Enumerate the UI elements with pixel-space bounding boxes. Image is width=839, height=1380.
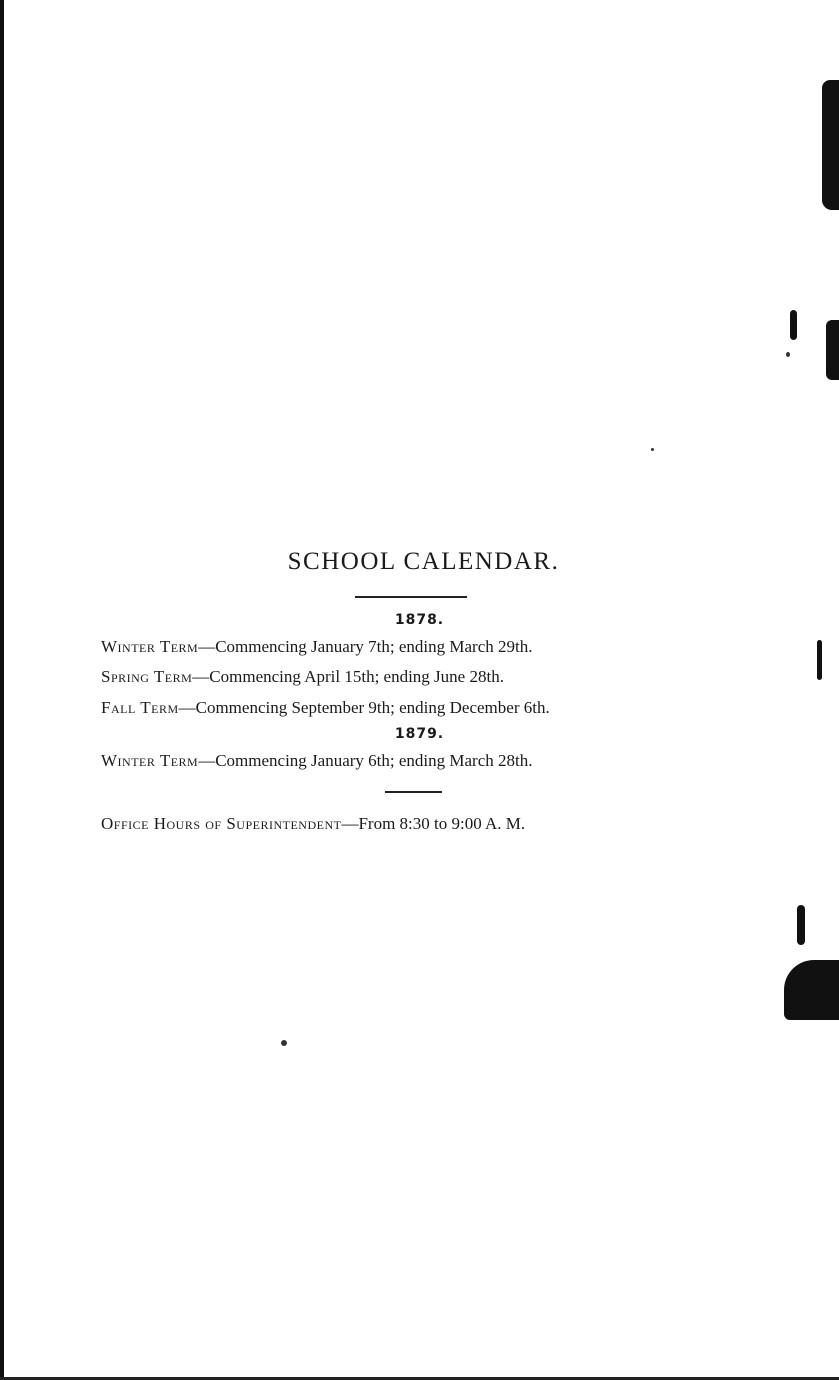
term-detail: —Commencing January 7th; ending March 29th.	[198, 637, 533, 656]
term-line-winter-1879	[101, 751, 532, 771]
term-line-winter-1878	[101, 637, 532, 657]
term-name: Spring Term	[101, 667, 193, 686]
ink-blot	[797, 905, 805, 945]
term-name: Fall Term	[101, 698, 179, 717]
office-hours-line	[101, 814, 525, 834]
page-title: SCHOOL CALENDAR.	[287, 548, 560, 575]
term-detail: —Commencing September 9th; ending December 6th.	[178, 698, 550, 717]
office-hours-divider	[385, 791, 442, 793]
ink-blot	[822, 80, 839, 210]
term-line-fall-1878	[101, 698, 550, 718]
office-hours-label: Office Hours of Superintendent	[101, 814, 342, 833]
term-line-spring-1878	[101, 667, 504, 687]
term-name: Winter Term	[101, 751, 199, 770]
office-hours-detail: —From 8:30 to 9:00 A. M.	[341, 814, 526, 833]
ink-speck	[786, 352, 790, 357]
ink-blot	[784, 960, 839, 1020]
term-name: Winter Term	[101, 637, 199, 656]
year-heading-1879: 1879.	[394, 726, 445, 742]
page-left-edge	[0, 0, 4, 1380]
ink-blot	[817, 640, 822, 680]
ink-speck	[281, 1040, 287, 1046]
ink-blot	[790, 310, 797, 340]
term-detail: —Commencing January 6th; ending March 28th.	[198, 751, 533, 770]
year-heading-1878: 1878.	[394, 612, 445, 628]
title-divider	[355, 596, 467, 598]
term-detail: —Commencing April 15th; ending June 28th.	[192, 667, 504, 686]
ink-blot	[826, 320, 839, 380]
ink-speck	[651, 448, 654, 451]
